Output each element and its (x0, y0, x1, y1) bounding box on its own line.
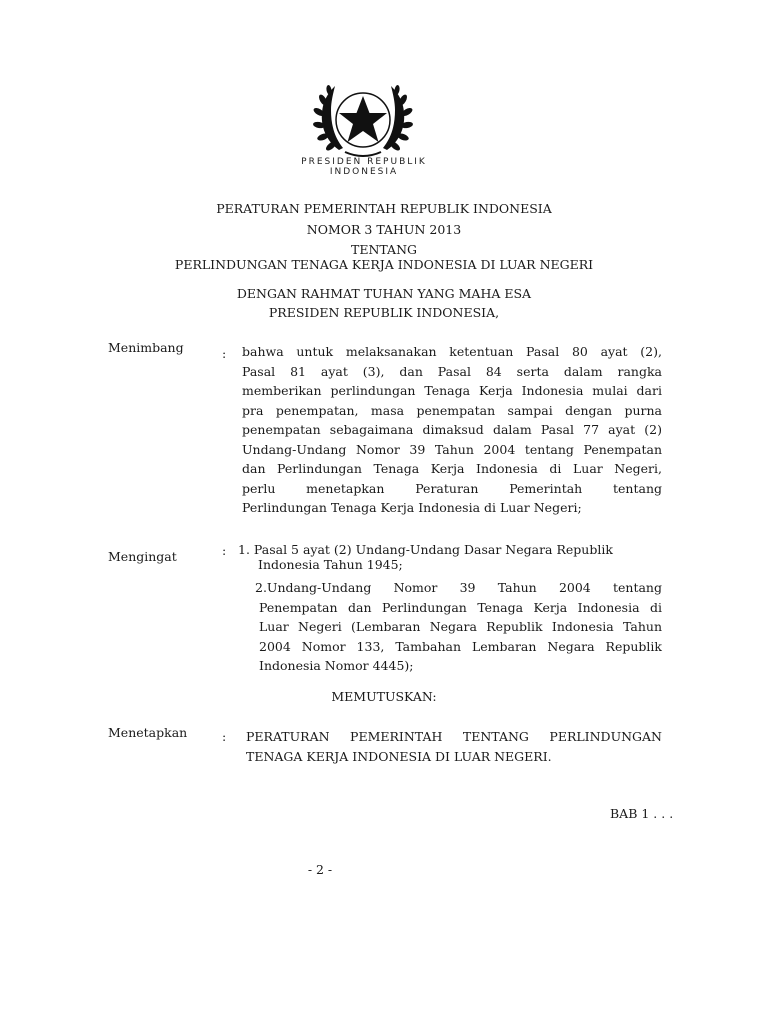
menimbang-line: memberikan perlindungan Tenaga Kerja Indonesia mulai dari (242, 383, 662, 398)
menimbang-line: Undang-Undang Nomor 39 Tahun 2004 tentang Penempatan (242, 441, 662, 457)
regulation-about: TENTANG (350, 242, 417, 257)
regulation-number: NOMOR 3 TAHUN 2013 (306, 222, 462, 237)
menimbang-line: dan Perlindungan Tenaga Kerja Indonesia di Luar Negeri, (242, 461, 662, 476)
mengingat-item-2-line: Luar Negeri (Lembaran Negara Republik Indonesia Tahun (259, 619, 662, 634)
menetapkan-line: PERATURAN PEMERINTAH TENTANG PERLINDUNGAN (246, 729, 662, 744)
menetapkan-label: Menetapkan (108, 725, 188, 740)
memutuskan-text: MEMUTUSKAN: (331, 689, 437, 704)
emblem-caption-line2: INDONESIA (329, 167, 399, 177)
menimbang-line: perlu menetapkan Peraturan Pemerintah tentang (242, 480, 662, 496)
regulation-subject: PERLINDUNGAN TENAGA KERJA INDONESIA DI LUAR NEGERI (174, 257, 594, 272)
mengingat-item-2-line: 2.Undang-Undang Nomor 39 Tahun 2004 tentang (255, 580, 662, 595)
menimbang-line: bahwa untuk melaksanakan ketentuan Pasal 80 ayat (2), (242, 344, 662, 359)
mengingat-item-2-line: Penempatan dan Perlindungan Tenaga Kerja Indonesia di (259, 599, 662, 615)
memutuskan-heading (0, 689, 768, 704)
menimbang-colon: : (222, 346, 227, 361)
menimbang-line: Pasal 81 ayat (3), dan Pasal 84 serta dalam rangka (242, 363, 662, 379)
menetapkan-colon: : (222, 729, 227, 744)
menimbang-label: Menimbang (108, 340, 184, 355)
page-number: - 2 - (307, 862, 333, 877)
mengingat-item-2-line: 2004 Nomor 133, Tambahan Lembaran Negara Republik (259, 638, 662, 654)
mengingat-item-2-line: Indonesia Nomor 4445); (259, 658, 414, 673)
menetapkan-line: TENAGA KERJA INDONESIA DI LUAR NEGERI. (246, 748, 552, 764)
mengingat-item-1-line: Indonesia Tahun 1945; (258, 557, 403, 572)
mengingat-item-1 (238, 542, 650, 572)
regulation-title: PERATURAN PEMERINTAH REPUBLIK INDONESIA (216, 201, 552, 216)
preamble-line2: PRESIDEN REPUBLIK INDONESIA, (268, 305, 500, 320)
mengingat-colon: : (222, 543, 227, 558)
mengingat-item-1-line: 1. Pasal 5 ayat (2) Undang-Undang Dasar Negara Republik (238, 542, 613, 557)
mengingat-item-2 (255, 578, 662, 676)
menimbang-text (242, 342, 662, 518)
menetapkan-text (246, 727, 662, 766)
menimbang-line: penempatan sebagaimana dimaksud dalam Pasal 77 ayat (2) (242, 422, 662, 437)
presidential-emblem-icon (311, 80, 415, 160)
menimbang-line: pra penempatan, masa penempatan sampai dengan purna (242, 402, 662, 418)
mengingat-label: Mengingat (108, 549, 177, 564)
emblem-caption-line1: PRESIDEN REPUBLIK (301, 157, 427, 167)
continuation-marker: BAB 1 . . . (610, 806, 674, 821)
preamble-line1: DENGAN RAHMAT TUHAN YANG MAHA ESA (236, 286, 532, 301)
menimbang-line: Perlindungan Tenaga Kerja Indonesia di Luar Negeri; (242, 500, 582, 515)
